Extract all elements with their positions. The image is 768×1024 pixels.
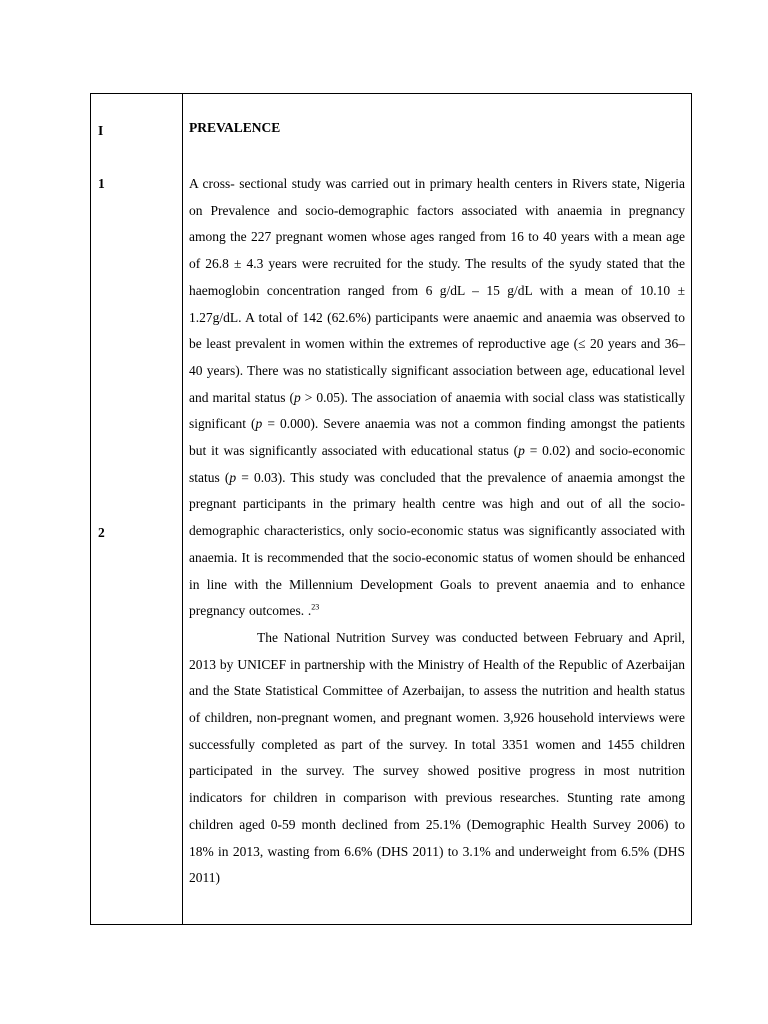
table-content [189,118,685,892]
paragraph-text: = 0.02) and socio-economic status ( [189,443,685,485]
row-marker-2: 2 [98,525,105,540]
p-value-symbol: p [229,469,237,485]
paragraph-nigeria-study [189,171,685,625]
row-marker-roman: I [98,123,104,138]
p-value-symbol: p [293,389,301,405]
citation-superscript: 23 [311,602,320,612]
paragraph-azerbaijan-survey: The National Nutrition Survey was conducted between February and April, 2013 by UNICEF in partnership with the Ministry of Health of the Republic of Azerbaijan and the State Statistical Committee of Azerbaijan, to assess the nutrition and health status of children, non-pregnant women, and pregnant women. 3,926 household interviews were successfully completed as part of the survey. In total 3351 women and 1455 children participated in the survey. The survey showed positive progress in most nutrition indicators for children in comparison with previous researches. Stunting rate among children aged 0-59 month declined from 25.1% (Demographic Health Survey 2006) to 18% in 2013, wasting from 6.6% (DHS 2011) to 3.1% and underweight from 6.5% (DHS 2011) [189,629,685,886]
column-divider [182,94,183,924]
p-value-symbol: p [255,416,263,432]
paragraph-text: = 0.000). Severe anaemia was not a common finding amongst the patients but it was significantly associated with educational status ( [189,416,685,459]
paragraph-text: = 0.03). This study was concluded that the prevalence of anaemia amongst the pregnant participants in the primary health centre was high and out of all the socio-demographic characteristics, only socio-economic status was significantly associated with anaemia. It is recommended that the socio-economic status of women should be enhanced in line with the Millennium Development Goals to prevent anaemia and to enhance pregnancy outcomes. . [189,469,685,619]
paragraph-text: > 0.05). The association of anaemia with social class was statistically significant ( [189,389,686,432]
row-marker-1: 1 [98,176,105,191]
section-title: PREVALENCE [189,120,281,135]
p-value-symbol: p [518,443,525,459]
document-table [90,93,692,925]
paragraph-text: A cross- sectional study was carried out in primary health centers in Rivers state, Nigeria on Prevalence and socio-demographic factors associated with anaemia in pregnancy among the 227 pregnant women whose ages ranged from 16 to 40 years with a mean age of 26.8 ± 4.3 years were recruited for the study. The results of the syudy stated that the haemoglobin concentration ranged from 6 g/dL – 15 g/dL with a mean of 10.10 ± 1.27g/dL. A total of 142 (62.6%) participants were anaemic and anaemia was observed to be least prevalent in women within the extremes of reproductive age (≤ 20 years and 36–40 years). There was no statistically significant association between age, educational level and marital status ( [189,176,685,405]
